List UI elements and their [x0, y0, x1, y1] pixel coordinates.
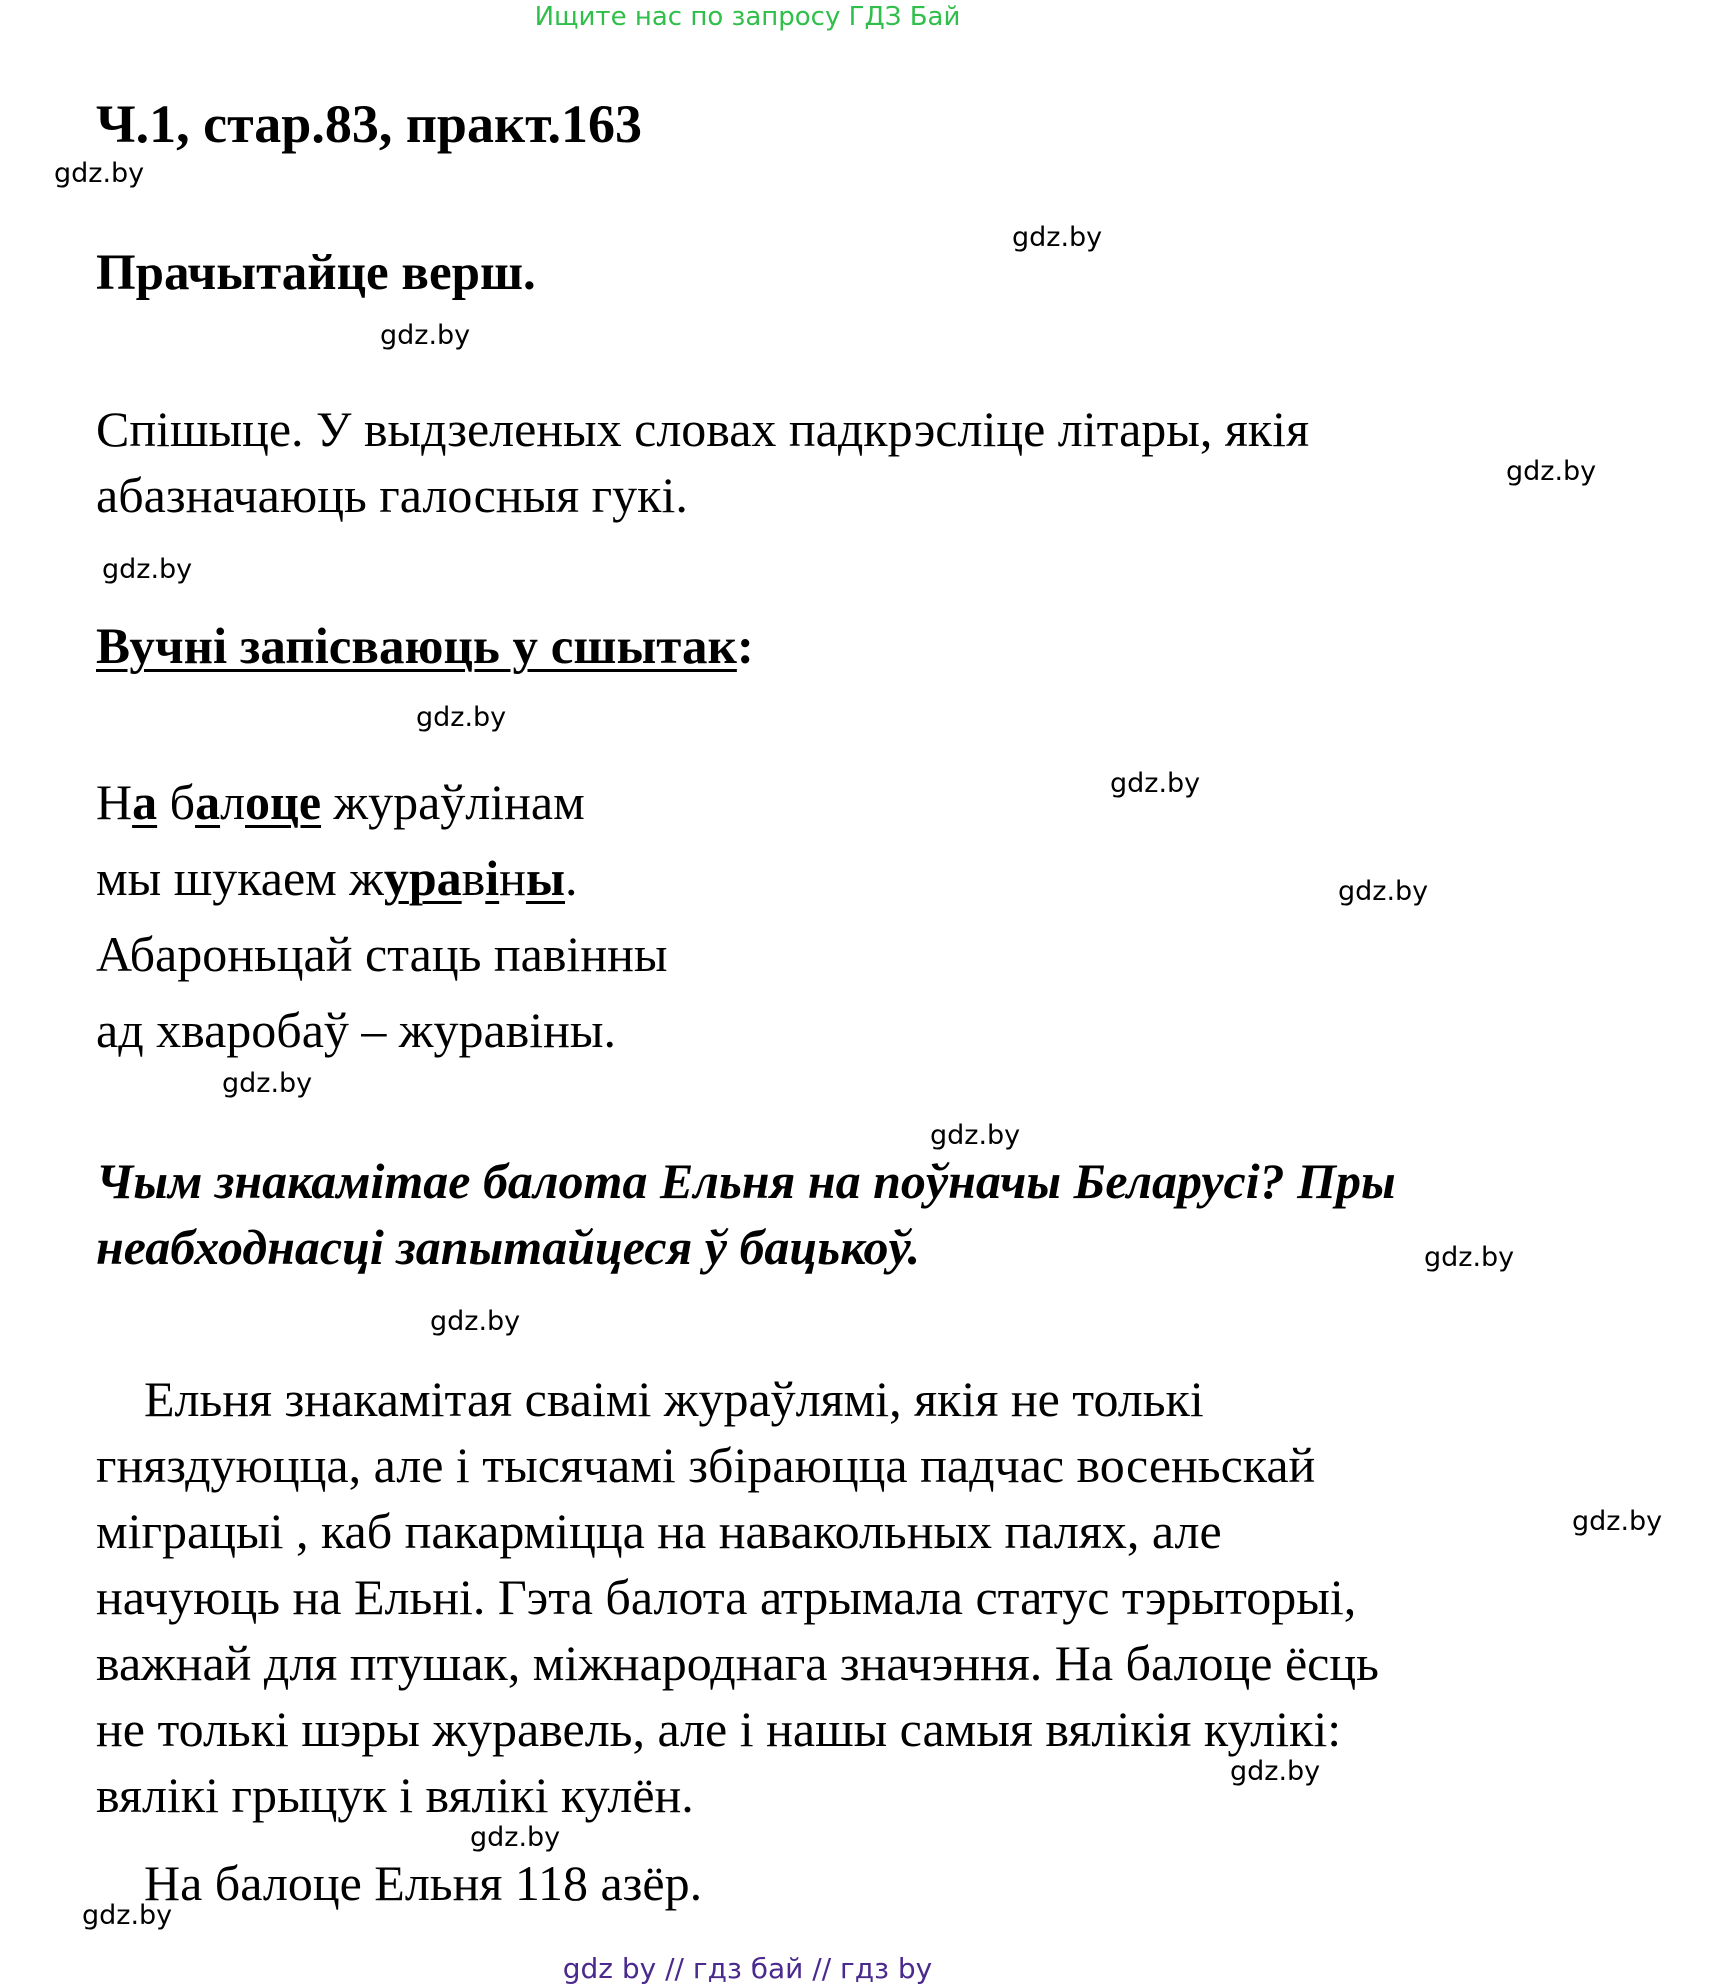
watermark: gdz.by [1424, 1242, 1515, 1273]
underlined-letter: у [383, 850, 409, 906]
poem-line [96, 764, 667, 840]
answer-last-line: На балоце Ельня 118 азёр. [144, 1855, 703, 1911]
watermark: gdz.by [82, 1900, 173, 1931]
watermark: gdz.by [380, 320, 471, 351]
poem-text: н [499, 850, 526, 906]
instruction-text [96, 396, 1309, 528]
answer-line: гняздуюцца, але і тысячамі збіраюцца падчас восеньскай [96, 1437, 1316, 1493]
underlined-letter: ы [525, 850, 565, 906]
underlined-letter: о [245, 774, 271, 830]
answer-line: міграцыі , каб пакарміцца на навакольных палях, але [96, 1503, 1222, 1559]
poem-text: Н [96, 774, 133, 830]
underlined-letter: це [270, 774, 322, 830]
watermark: gdz.by [222, 1068, 313, 1099]
poem-line: Абароньцай стаць павінны [96, 926, 668, 982]
watermark: gdz.by [416, 702, 507, 733]
notebook-heading-colon: : [736, 619, 754, 675]
watermark: gdz.by [54, 158, 145, 189]
answer-line: вялікі грыцук і вялікі кулён. [96, 1767, 694, 1823]
watermark: gdz.by [102, 554, 193, 585]
underlined-letter: а [132, 774, 158, 830]
poem-text: жураўлінам [321, 774, 585, 830]
poem-text: б [157, 774, 196, 830]
poem-text: в [461, 850, 486, 906]
watermark: gdz.by [1230, 1756, 1321, 1787]
watermark: gdz.by [1572, 1506, 1663, 1537]
poem-text: л [220, 774, 246, 830]
question-line: неабходнасці запытайцеся ў бацькоў. [96, 1219, 921, 1275]
answer-line: не толькі шэры журавель, але і нашы самыя вялікія кулікі: [96, 1701, 1342, 1757]
notebook-heading-text: Вучні запісваюць у сшытак [96, 619, 737, 675]
answer-text [96, 1366, 1379, 1828]
instruction-line: абазначаюць галосныя гукі. [96, 467, 688, 523]
underlined-letter: ра [408, 850, 462, 906]
footer-links: gdz by // гдз бай // гдз by [562, 1952, 933, 1985]
answer-line: начуюць на Ельні. Гэта балота атрымала статус тэрыторыі, [96, 1569, 1357, 1625]
poem-text: . [564, 850, 578, 906]
watermark: gdz.by [430, 1306, 521, 1337]
search-banner: Ищите нас по запросу ГДЗ Бай [534, 2, 961, 32]
question [96, 1148, 1396, 1280]
watermark: gdz.by [470, 1822, 561, 1853]
task-heading: Прачытайце верш. [96, 245, 536, 301]
poem-line [96, 840, 667, 916]
underlined-letter: а [195, 774, 221, 830]
poem-text: мы шукаем ж [96, 850, 384, 906]
question-line: Чым знакамітае балота Ельня на поўначы Беларусі? Пры [96, 1153, 1396, 1209]
poem-line: ад хваробаў – журавіны. [96, 1002, 616, 1058]
underlined-letter: і [485, 850, 500, 906]
watermark: gdz.by [1338, 876, 1429, 907]
answer-line: Ельня знакамітая сваімі жураўлямі, якія не толькі [144, 1371, 1204, 1427]
watermark: gdz.by [1506, 456, 1597, 487]
notebook-heading [96, 616, 754, 678]
watermark: gdz.by [930, 1120, 1021, 1151]
page-heading: Ч.1, стар.83, практ.163 [96, 94, 643, 154]
watermark: gdz.by [1110, 768, 1201, 799]
instruction-line: Спішыце. У выдзеленых словах падкрэсліце літары, якія [96, 401, 1310, 457]
answer-line: важнай для птушак, міжнароднага значэння. На балоце ёсць [96, 1635, 1379, 1691]
poem [96, 764, 667, 1068]
watermark: gdz.by [1012, 222, 1103, 253]
